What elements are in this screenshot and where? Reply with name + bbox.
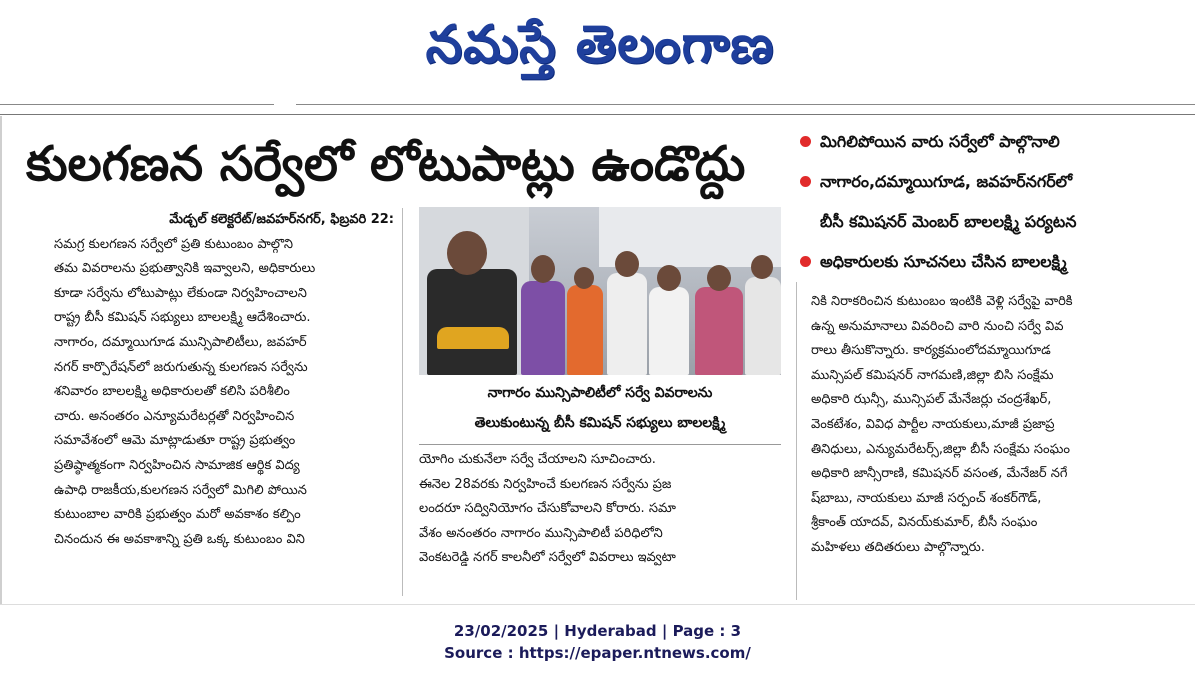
caption-line: తెలుకుంటున్న బీసీ కమిషన్ సభ్యులు బాలలక్ష్మి [474,415,726,431]
column-divider [402,208,403,596]
dateline: మేడ్చల్ కలెక్టరేట్/జవహర్‌నగర్, ఫిబ్రవరి 22: [169,212,394,227]
masthead-rule-right [296,104,1195,105]
highlight-text: మిగిలిపోయిన వారు సర్వేలో పాల్గొనాలి [820,132,1060,151]
body-line: మున్సిపల్ కమిషనర్ నాగమణి,జిల్లా బిసి సంక్షేమ [811,367,1054,383]
photo-person [567,285,603,375]
newspaper-logo: నమస్తే తెలంగాణ [425,15,775,75]
photo-person [521,281,565,375]
photo-person-head [574,267,594,289]
bullet-dot-icon [800,136,811,147]
highlight-text: నాగారం,దమ్మాయిగూడ, జవహర్‌నగర్‌లో [820,172,1073,191]
body-line: రాష్ట్ర బీసీ కమిషన్ సభ్యులు బాలలక్ష్మి ఆదేశించారు. [54,310,311,326]
article-column-3 [811,290,1185,561]
column-divider [796,282,797,600]
body-line: అధికారి ఝన్సీ, మున్సిపల్ మేనేజర్లు చంద్రశేఖర్, [811,392,1052,408]
highlight-item [796,162,1191,202]
body-line: చారు. అనంతరం ఎన్యూమరేటర్లతో నిర్వహించిన [54,408,295,424]
highlight-item [796,122,1191,162]
body-line: శనివారం బాలలక్ష్మి అధికారులతో కలిసి పరిశీలిం [54,384,290,400]
body-line: మహిళలు తదితరులు పాల్గొన్నారు. [811,539,985,555]
photo-person [437,327,509,349]
body-line: లందరూ సద్వినియోగం చేసుకోవాలని కోరారు. సమా [419,501,676,517]
masthead [0,0,1195,100]
body-line: ఈనెల 28వరకు నిర్వహించే కులగణన సర్వేను ప్రజ [419,476,672,492]
clip-border [0,116,2,604]
highlight-item-continued [796,202,1191,242]
masthead-rule-left [0,104,274,105]
photo-caption [419,378,781,445]
source-link[interactable]: Source : https://epaper.ntnews.com/ [444,644,751,662]
photo-person-head [707,265,731,291]
photo-person [649,287,689,375]
photo-person [427,269,517,375]
clip-bottom-rule [0,604,1195,605]
photo-person-head [531,255,555,283]
bullet-dot-icon [800,256,811,267]
body-line: నాగారం, దమ్మాయిగూడ మున్సిపాలిటీలు, జవహర్ [54,334,307,350]
body-line: సమావేశంలో ఆమె మాట్లాడుతూ రాష్ట్ర ప్రభుత్వం [54,433,296,449]
bullet-dot-icon [800,176,811,187]
body-line: వేశం అనంతరం నాగారం మున్సిపాలిటీ పరిధిలోని [419,525,663,541]
source-footer [0,620,1195,664]
body-line: వెంకటరెడ్డి నగర్ కాలనీలో సర్వేలో వివరాలు ఇవ్వటా [419,550,676,566]
body-line: ఉన్న అనుమానాలు వివరించి వారి నుంచి సర్వే వివ [811,318,1064,334]
clip-top-rule [0,114,1195,115]
photo-person [745,277,781,375]
photo-person-head [751,255,773,279]
photo-person [607,273,647,375]
caption-line: నాగారం మున్సిపాలిటీలో సర్వే వివరాలను [487,385,713,401]
body-line: నగర్ కార్పొరేషన్‌లో జరుగుతున్న కులగణన సర్వేను [54,359,308,375]
body-line: తినిధులు, ఎన్యుమరేటర్స్,జిల్లా బీసీ సంక్షేమ సంఘం [811,441,1070,457]
photo-person-head [447,231,487,275]
edition-info: 23/02/2025 | Hyderabad | Page : 3 [453,622,742,640]
photo-person [695,287,743,375]
article-column-1 [54,208,394,552]
highlight-list [796,122,1191,282]
article-headline: కులగణన సర్వేలో లోటుపాట్లు ఉండొద్దు [26,136,746,192]
body-line: ఉపాధి రాజకీయ,కులగణన సర్వేలో మిగిలి పోయిన [54,482,307,498]
body-line: ప్రతిష్ఠాత్మకంగా నిర్వహించిన సామాజిక ఆర్థిక విద్య [54,457,300,473]
body-line: నికి నిరాకరించిన కుటుంబం ఇంటికి వెళ్లి సర్వేపై వారికి [811,294,1073,309]
body-line: కుటుంబాల వారికి ప్రభుత్వం మరో అవకాశం కల్పిం [54,507,301,523]
photo-person-head [615,251,639,277]
body-line: శ్రీకాంత్ యాదవ్, వినయ్‌కుమార్, బీసీ సంఘం [811,515,1038,531]
body-line: చినందున ఈ అవకాశాన్ని ప్రతి ఒక్క కుటుంబం విని [54,531,305,547]
body-line: సమగ్ర కులగణన సర్వేలో ప్రతి కుటుంబం పాల్గొని [54,236,293,252]
article-column-2 [419,448,781,571]
photo-person-head [657,265,681,291]
body-line: కూడా సర్వేను లోటుపాట్లు లేకుండా నిర్వహించాలని [54,285,307,301]
body-line: యోగిం చుకునేలా సర్వే చేయాలని సూచించారు. [419,452,656,467]
body-line: వెంకటేశం, వివిధ పార్టీల నాయకులు,మాజీ ప్రజాప్ర [811,416,1055,432]
body-line: తమ వివరాలను ప్రభుత్వానికి ఇవ్వాలని, అధికారులు [54,261,316,277]
body-line: రాలు తీసుకొన్నారు. కార్యక్రమంలోదమ్మాయిగూడ [811,343,1051,359]
highlight-text: అధికారులకు సూచనలు చేసిన బాలలక్ష్మి [820,252,1067,271]
highlight-item [796,242,1191,282]
news-photo [419,207,781,375]
body-line: ష్‌బాబు, నాయకులు మాజీ సర్పంచ్ శంకర్‌గౌడ్, [811,490,1042,506]
highlight-text: బీసీ కమిషనర్ మెంబర్ బాలలక్ష్మి పర్యటన [820,212,1077,231]
body-line: అధికారి జాన్సీరాణి, కమిషనర్ వసంత, మేనేజర్ నగే [811,466,1068,482]
